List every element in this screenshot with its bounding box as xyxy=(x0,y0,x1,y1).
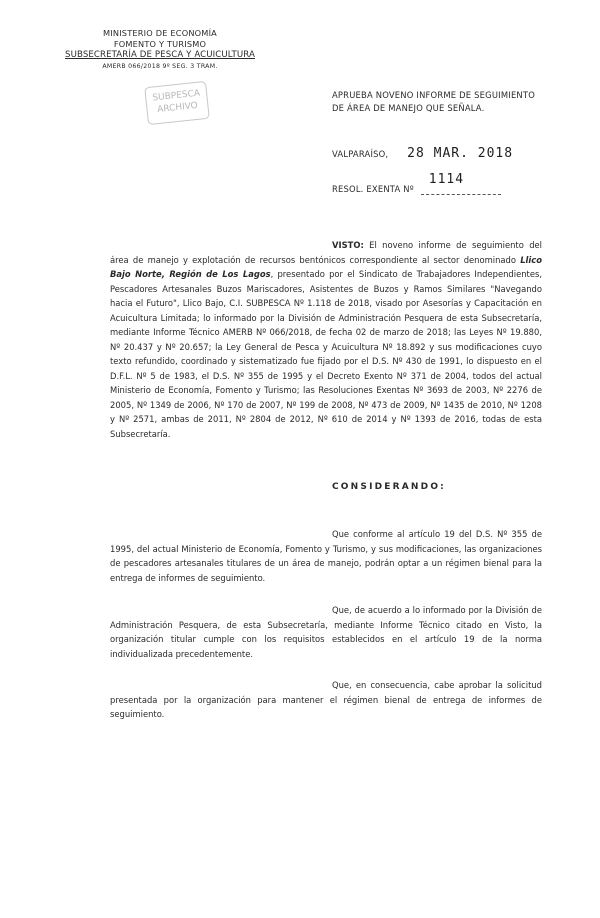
document-reference: AMERB 066/2018 9º SEG. 3 TRAM. xyxy=(102,63,218,70)
visto-label: VISTO: xyxy=(332,240,364,250)
resolution-date: 28 MAR. 2018 xyxy=(407,146,514,161)
subsecretaria-name: SUBSECRETARÍA DE PESCA Y ACUICULTURA xyxy=(65,50,255,60)
stamp-line-2: ARCHIVO xyxy=(156,100,199,116)
considerando-paragraph-3: Que, en consecuencia, cabe aprobar la solicitud presentada por la organización para mantener el régimen bienal de entrega de informes de seguimiento. xyxy=(110,680,542,719)
place-and-date xyxy=(332,146,513,161)
stamp-line-1: SUBPESCA xyxy=(152,88,201,104)
resolution-label: RESOL. EXENTA Nº xyxy=(332,184,414,194)
considerando-heading: CONSIDERANDO: xyxy=(332,482,446,492)
resolution-number: 1114 xyxy=(428,172,465,187)
resolution-number-line xyxy=(332,172,501,195)
considerando-paragraph-2: Que, de acuerdo a lo informado por la División de Administración Pesquera, de esta Subsecretaría, mediante Informe Técnico citado en Visto, la organización titular cumple con los requisitos establecidos en el artículo 19 de la norma individualizada precedentemente. xyxy=(110,605,542,659)
ministry-line-1: MINISTERIO DE ECONOMÍA xyxy=(102,28,217,38)
visto-text-part-2: , presentado por el Sindicato de Trabajadores Independientes, Pescadores Artesanales Buzos Mariscadores, Asistentes de Buzos y Ramos Similares "Navegando hacia el Futuro", Llico Bajo, C.I. SUBPESCA Nº 1.118 de 2018, visado por Asesorías y Capacitación en Acuicultura Limitada; lo informado por la División de Administración Pesquera de esta Subsecretaría, mediante Informe Técnico AMERB Nº 066/2018, de fecha 02 de marzo de 2018; las Leyes Nº 19.880, Nº 20.437 y Nº 20.657; la Ley General de Pesca y Acuicultura Nº 18.892 y sus modificaciones cuyo texto refundido, coordinado y sistematizado fue fijado por el D.S. Nº 430 de 1991, lo dispuesto en el D.F.L. Nº 5 de 1983, el D.S. Nº 355 de 1995 y el Decreto Exento Nº 371 de 2004, todos del actual Ministerio de Economía, Fomento y Turismo; las Resoluciones Exentas Nº 3693 de 2003, Nº 2276 de 2005, Nº 1349 de 2006, Nº 170 de 2007, Nº 199 de 2008, Nº 473 de 2009, Nº 1435 de 2010, Nº 1208 y Nº 2571, ambas de 2011, Nº 2804 de 2012, Nº 610 de 2014 y Nº 1393 de 2016, todas de esta Subsecretaría. xyxy=(110,269,542,439)
considerando-paragraph-1: Que conforme al artículo 19 del D.S. Nº 355 de 1995, del actual Ministerio de Economía, Fomento y Turismo, y sus modificaciones, las organizaciones de pescadores artesanales titulares de un área de manejo, podrán optar a un régimen bienal para la entrega de informes de seguimiento. xyxy=(110,529,542,583)
issuer-header xyxy=(60,28,260,72)
place-name: VALPARAÍSO, xyxy=(332,149,389,159)
faded-stamp xyxy=(144,81,210,125)
visto-area-name: Llico Bajo Norte, Región de Los Lagos xyxy=(110,254,542,279)
visto-text-part-1: El noveno informe de seguimiento del área de manejo y explotación de recursos bentónicos correspondiente al sector denominado xyxy=(110,240,542,265)
resolution-number-blank xyxy=(421,172,501,195)
resolution-subject: APRUEBA NOVENO INFORME DE SEGUIMIENTO DE ÁREA DE MANEJO QUE SEÑALA. xyxy=(332,90,536,113)
ministry-line-2: FOMENTO Y TURISMO xyxy=(113,39,207,49)
visto-paragraph xyxy=(110,238,542,441)
